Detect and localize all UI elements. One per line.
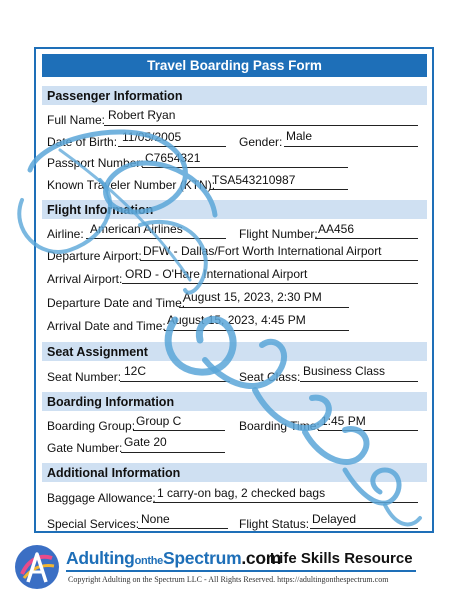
flight-status-label: Flight Status: [239,517,310,531]
seat-number-value[interactable]: 12C [124,364,147,378]
full-name-label: Full Name: [47,113,106,127]
flight-number-value[interactable]: AA456 [318,222,355,236]
seat-number-label: Seat Number: [47,370,122,384]
seat-class-label: Seat Class: [239,370,301,384]
passport-label: Passport Number: [47,156,144,170]
gate-number-value[interactable]: Gate 20 [124,435,167,449]
section-passenger: Passenger Information [42,86,427,105]
arrival-airport-label: Arrival Airport: [47,272,123,286]
ktn-line [210,189,348,190]
brand-part-com: .com [241,548,281,568]
boarding-time-value[interactable]: 1:45 PM [321,414,366,428]
section-boarding: Boarding Information [42,392,427,411]
boarding-group-value[interactable]: Group C [136,414,182,428]
boarding-time-line [318,430,418,431]
ktn-value[interactable]: TSA543210987 [212,173,296,187]
form-title: Travel Boarding Pass Form [42,54,427,77]
arrival-airport-line [122,283,418,284]
section-seat: Seat Assignment [42,342,427,361]
section-additional: Additional Information [42,463,427,482]
full-name-value[interactable]: Robert Ryan [108,108,176,122]
boarding-time-label: Boarding Time: [239,419,320,433]
flight-status-line [310,528,418,529]
arrival-datetime-label: Arrival Date and Time: [47,319,166,333]
special-services-line [138,528,228,529]
baggage-label: Baggage Allowance: [47,491,156,505]
gender-value[interactable]: Male [286,129,313,143]
arrival-airport-value[interactable]: ORD - O'Hare International Airport [125,267,308,281]
brand-logo [14,544,60,590]
special-services-label: Special Services: [47,517,140,531]
baggage-line [153,502,418,503]
dob-line [118,146,226,147]
seat-class-value[interactable]: Business Class [303,364,386,378]
brand-part-adulting: Adulting [66,548,135,568]
section-flight: Flight Information [42,200,427,219]
seat-number-line [120,381,230,382]
departure-datetime-line [179,307,349,308]
gender-label: Gender: [239,135,283,149]
brand-part-onthe: onthe [134,555,164,567]
baggage-value[interactable]: 1 carry-on bag, 2 checked bags [157,486,326,500]
airline-line [86,238,226,239]
airline-value[interactable]: American Airlines [90,222,183,236]
boarding-group-label: Boarding Group: [47,419,136,433]
ktn-label: Known Traveler Number (KTN): [47,178,216,192]
arrival-datetime-line [164,330,349,331]
brand-name[interactable] [66,548,281,569]
passport-line [142,167,348,168]
brand-part-spectrum: Spectrum [163,548,242,568]
arrival-datetime-value[interactable]: August 15, 2023, 4:45 PM [167,313,306,327]
flight-number-label: Flight Number: [239,227,318,241]
footer-divider [66,570,416,572]
departure-airport-label: Departure Airport: [47,249,142,263]
passport-value[interactable]: C7654321 [145,151,201,165]
departure-datetime-label: Departure Date and Time: [47,296,186,310]
special-services-value[interactable]: None [141,512,170,526]
copyright-text: Copyright Adulting on the Spectrum LLC - All Rights Reserved. https://adultingonthespectrum.com [68,575,389,584]
flight-status-value[interactable]: Delayed [312,512,357,526]
tagline: Life Skills Resource [270,550,413,567]
dob-label: Date of Birth: [47,135,118,149]
full-name-line [104,125,418,126]
departure-datetime-value[interactable]: August 15, 2023, 2:30 PM [183,290,322,304]
seat-class-line [300,381,418,382]
gender-line [284,146,418,147]
departure-airport-line [140,260,418,261]
gate-number-label: Gate Number: [47,441,123,455]
airline-label: Airline: [47,227,84,241]
departure-airport-value[interactable]: DFW - Dallas/Fort Worth International Airport [143,244,382,258]
gate-number-line [121,452,225,453]
flight-number-line [315,238,418,239]
dob-value[interactable]: 11/05/2005 [122,130,182,144]
boarding-group-line [133,430,225,431]
